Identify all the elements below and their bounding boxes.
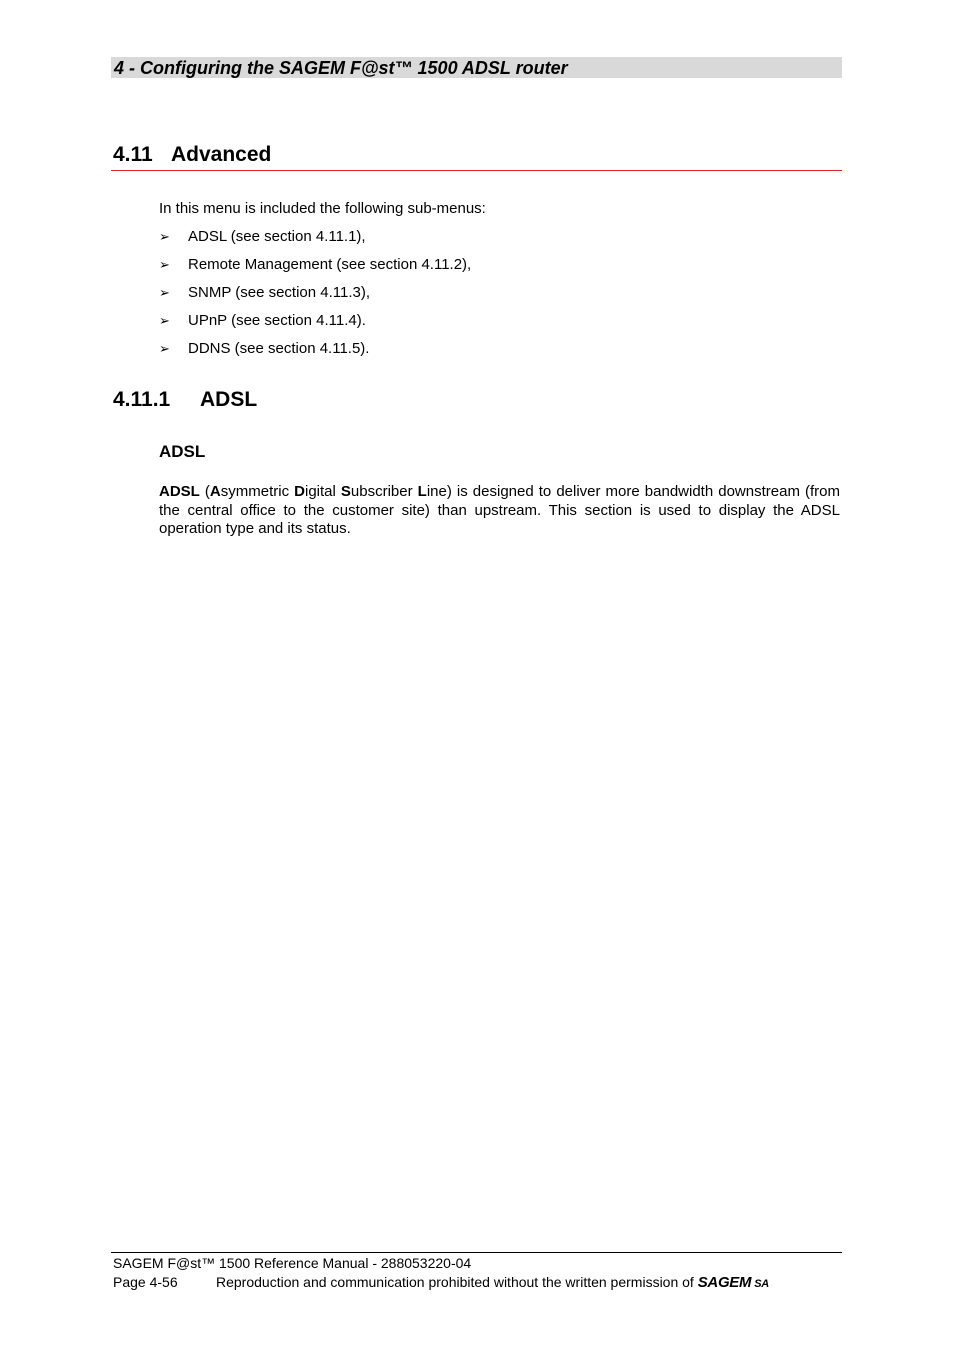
- adsl-description: ADSL (Asymmetric Digital Subscriber Line) is designed to deliver more bandwidth downstream (from the central office to the customer site) than upstream. This section is used to display the ADSL operation type and its status.: [159, 483, 840, 537]
- arrow-bullet-icon: ➢: [159, 285, 170, 300]
- list-item: ➢ UPnP (see section 4.11.4).: [159, 312, 366, 329]
- subsection-number: 4.11.1: [113, 388, 171, 411]
- list-item: ➢ SNMP (see section 4.11.3),: [159, 284, 371, 301]
- subsection-title: ADSL: [200, 388, 258, 411]
- heading-divider: [111, 170, 842, 171]
- footer-manual-title: SAGEM F@st™ 1500 Reference Manual - 288053220-04: [113, 1255, 472, 1271]
- subsection-heading: [113, 387, 257, 413]
- intro-text: In this menu is included the following sub-menus:: [159, 200, 486, 217]
- footer-notice: [113, 1274, 769, 1293]
- submenu-list: [159, 228, 471, 368]
- arrow-bullet-icon: ➢: [159, 257, 170, 272]
- list-item: ➢ Remote Management (see section 4.11.2),: [159, 256, 472, 273]
- section-title: Advanced: [171, 143, 272, 166]
- sagem-logo: SAGEM SA: [697, 1274, 769, 1291]
- section-number: 4.11: [113, 143, 153, 166]
- copyright-notice: Reproduction and communication prohibited without the written permission of: [216, 1274, 698, 1290]
- section-heading: [113, 142, 271, 168]
- arrow-bullet-icon: ➢: [159, 229, 170, 244]
- list-item: ➢ DDNS (see section 4.11.5).: [159, 340, 370, 357]
- running-header: 4 - Configuring the SAGEM F@st™ 1500 ADSL router: [111, 57, 842, 78]
- arrow-bullet-icon: ➢: [159, 313, 170, 328]
- list-item: ➢ ADSL (see section 4.11.1),: [159, 228, 366, 245]
- page-number: Page 4-56: [113, 1274, 178, 1290]
- minor-heading: ADSL: [159, 442, 206, 461]
- footer-divider: [111, 1252, 842, 1253]
- arrow-bullet-icon: ➢: [159, 341, 170, 356]
